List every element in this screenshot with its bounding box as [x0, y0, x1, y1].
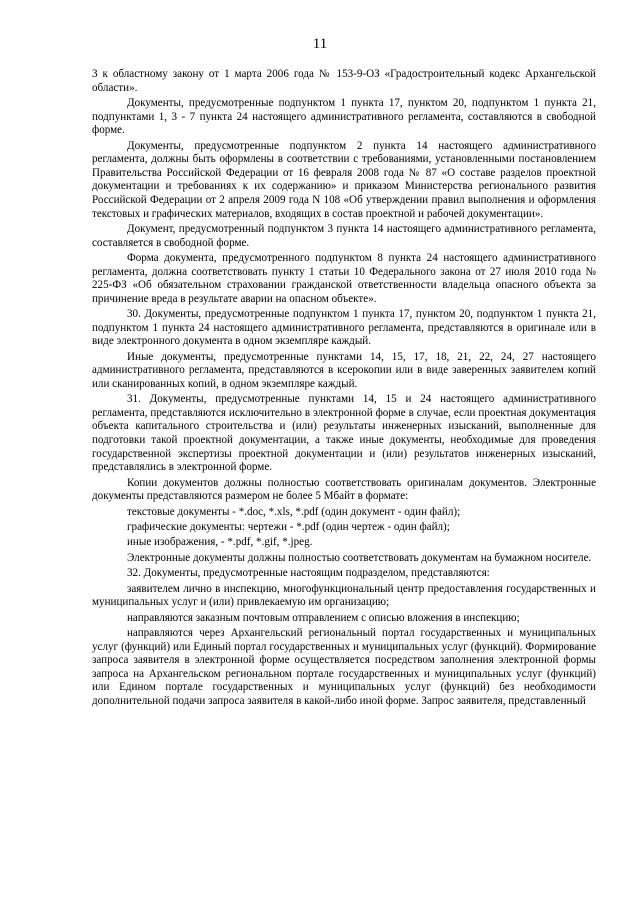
paragraph: 30. Документы, предусмотренные подпунктом 1 пункта 17, пунктом 20, подпунктом 1 пункта 21, подпунктом 1 пункта 24 настоящего административного регламента, представляются в оригинале или в виде электронного документа в одном экземпляре каждый.: [92, 308, 596, 348]
list-item: текстовые документы - *.doc, *.xls, *.pdf (один документ - один файл);: [127, 505, 461, 518]
paragraph: 32. Документы, предусмотренные настоящим подразделом, представляются:: [127, 567, 490, 580]
paragraph: направляются через Архангельский региональный портал государственных и муниципальных услуг (функций) или Единый портал государственных и муниципальных услуг (функций). Формирование запроса заявителя в электронной форме осуществляется посредством заполнения электронной формы запроса на Архангельском региональном портале государственных и муниципальных услуг (функций) или Едином портале государственных и муниципальных услуг (функций) без необходимости дополнительной подачи запроса заявителя в какой-либо иной форме. Запрос заявителя, представленный: [92, 626, 596, 707]
document-body: [92, 68, 596, 710]
paragraph: Форма документа, предусмотренного подпунктом 8 пункта 24 настоящего административного регламента, должна соответствовать пункту 1 статьи 10 Федерального закона от 27 июля 2010 года № 225-ФЗ «Об обязательном страховании гражданской ответственности владельца опасного объекта за причинение вреда в результате аварии на опасном объекте».: [92, 251, 596, 305]
list-item: иные изображения, - *.pdf, *.gif, *.jpeg.: [127, 536, 313, 549]
paragraph: направляются заказным почтовым отправлением с описью вложения в инспекцию;: [127, 611, 520, 624]
paragraph: 3 к областному закону от 1 марта 2006 года № 153-9-ОЗ «Градостроительный кодекс Архангельской области».: [92, 68, 596, 94]
paragraph: Копии документов должны полностью соответствовать оригиналам документов. Электронные документы представляются размером не более 5 Мбайт в формате:: [92, 476, 596, 503]
list-item: графические документы: чертежи - *.pdf (один чертеж - один файл);: [127, 520, 450, 533]
page-number: 11: [312, 36, 328, 52]
paragraph: Документы, предусмотренные подпунктом 1 пункта 17, пунктом 20, подпунктом 1 пункта 21, подпунктами 1, 3 - 7 пункта 24 настоящего административного регламента, составляются в свободной форме.: [92, 96, 596, 137]
paragraph: 31. Документы, предусмотренные пунктами 14, 15 и 24 настоящего административного регламента, представляются исключительно в электронной форме в случае, если проектная документация объекта капитального строительства и (или) результаты инженерных изысканий, выполненные для подготовки такой проектной документации, а также иные документы, необходимые для проведения государственной экспертизы проектной документации и (или) результатов инженерных изысканий, представлялись в электронной форме.: [92, 393, 596, 474]
paragraph: Документ, предусмотренный подпунктом 3 пункта 14 настоящего административного регламента, составляется в свободной форме.: [92, 222, 596, 249]
paragraph: Иные документы, предусмотренные пунктами 14, 15, 17, 18, 21, 22, 24, 27 настоящего административного регламента, представляются в ксерокопии или в виде заверенных заявителем копий или сканированных копий, в одном экземпляре каждый.: [92, 350, 596, 390]
paragraph: Документы, предусмотренные подпунктом 2 пункта 14 настоящего административного регламента, должны быть оформлены в соответствии с требованиями, установленными постановлением Правительства Российской Федерации от 16 февраля 2008 года № 87 «О составе разделов проектной документации и требованиях к их содержанию» и приказом Министерства регионального развития Российской Федерации от 2 апреля 2009 года N 108 «Об утверждении правил выполнения и оформления текстовых и графических материалов, входящих в состав проектной и рабочей документации».: [92, 139, 596, 220]
paragraph: заявителем лично в инспекцию, многофункциональный центр предоставления государственных и муниципальных услуг и (или) привлекаемую им организацию;: [92, 582, 596, 609]
paragraph: Электронные документы должны полностью соответствовать документам на бумажном носителе.: [127, 551, 592, 564]
